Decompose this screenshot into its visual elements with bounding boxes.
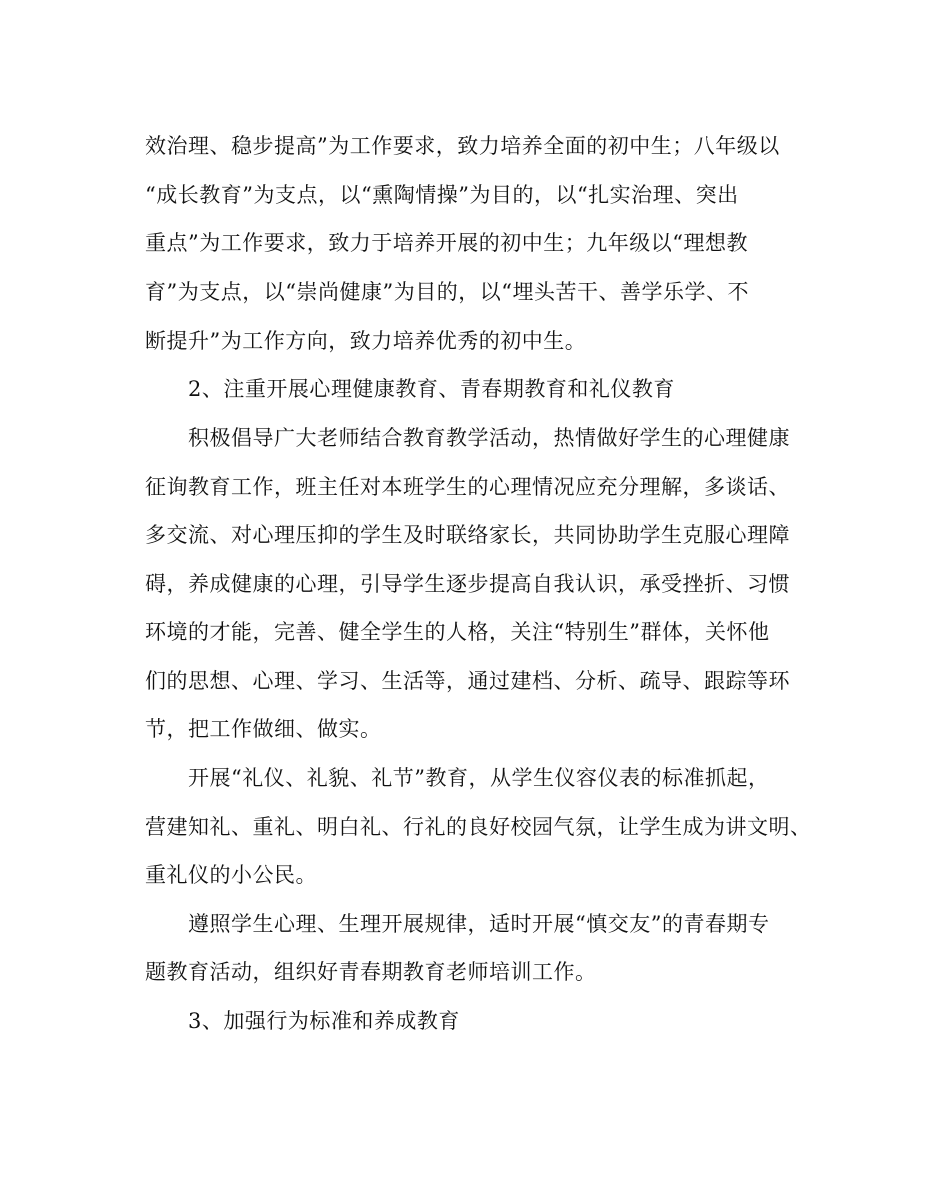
paragraph-line: 们的思想、心理、学习、生活等，通过建档、分析、疏导、跟踪等环 xyxy=(145,669,790,693)
paragraph-line: 遵照学生心理、生理开展规律，适时开展“慎交友”的青春期专 xyxy=(188,912,770,936)
paragraph-line: 开展“礼仪、礼貌、礼节”教育，从学生仪容仪表的标准抓起， xyxy=(188,766,770,790)
paragraph-line: 题教育活动，组织好青春期教育老师培训工作。 xyxy=(145,960,597,984)
paragraph-line: 多交流、对心理压抑的学生及时联络家长，共同协助学生克服心理障 xyxy=(145,523,790,547)
paragraph-line: 重点”为工作要求，致力于培养开展的初中生；九年级以“理想教 xyxy=(145,231,748,255)
paragraph-line: 节，把工作做细、做实。 xyxy=(145,717,382,741)
paragraph-line: 效治理、稳步提高”为工作要求，致力培养全面的初中生；八年级以 xyxy=(145,134,780,158)
paragraph-line: “成长教育”为支点，以“熏陶情操”为目的，以“扎实治理、突出 xyxy=(145,183,739,207)
section-heading: 3、加强行为标准和养成教育 xyxy=(188,1009,460,1033)
paragraph-line: 积极倡导广大老师结合教育教学活动，热情做好学生的心理健康 xyxy=(188,426,790,450)
paragraph-line: 环境的才能，完善、健全学生的人格，关注“特别生”群体，关怀他 xyxy=(145,620,770,644)
paragraph-line: 营建知礼、重礼、明白礼、行礼的良好校园气氛，让学生成为讲文明、 xyxy=(145,815,812,839)
section-heading: 2、注重开展心理健康教育、青春期教育和礼仪教育 xyxy=(188,377,675,401)
paragraph-line: 重礼仪的小公民。 xyxy=(145,863,317,887)
paragraph-line: 征询教育工作，班主任对本班学生的心理情况应充分理解，多谈话、 xyxy=(145,475,790,499)
paragraph-line: 育”为支点，以“崇尚健康”为目的，以“埋头苦干、善学乐学、不 xyxy=(145,280,749,304)
paragraph-line: 碍，养成健康的心理，引导学生逐步提高自我认识，承受挫折、习惯 xyxy=(145,572,790,596)
paragraph-line: 断提升”为工作方向，致力培养优秀的初中生。 xyxy=(145,329,587,353)
